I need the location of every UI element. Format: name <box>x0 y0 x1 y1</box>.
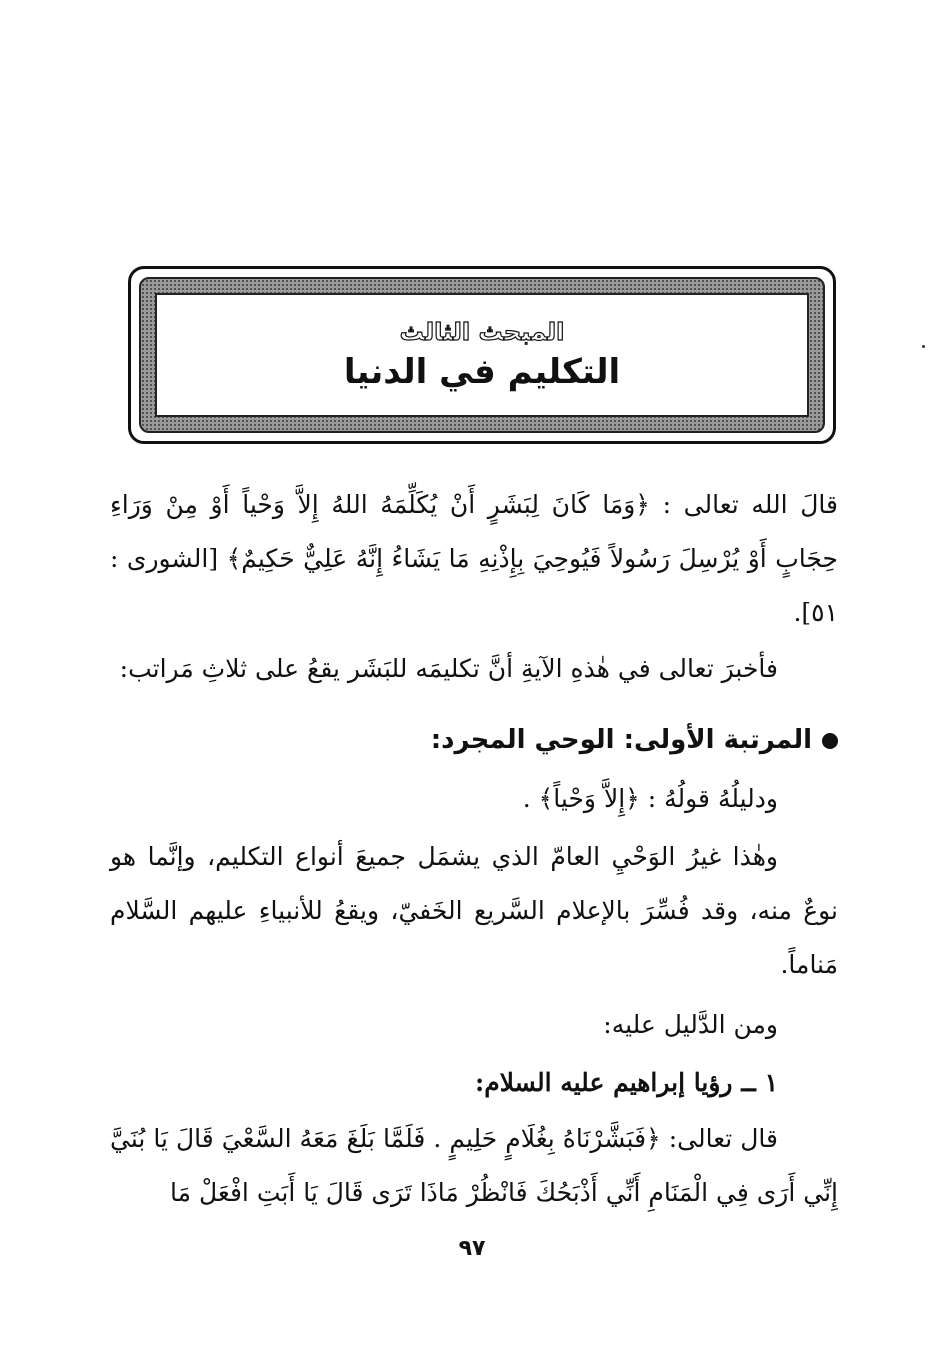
section-subtitle: المبحث الثالث <box>399 318 565 346</box>
evidence-intro: ومن الدَّليل عليه: <box>603 1010 778 1039</box>
verse-paragraph: قال تعالى: ﴿فَبَشَّرْنَاهُ بِغُلَامٍ حَلِيمٍ . فَلَمَّا بَلَغَ مَعَهُ السَّعْيَ قَالَ يَا بُنَيَّ إِنِّي أَرَى فِي الْمَنَامِ أَنِّي أَذْبَحُكَ فَانْظُرْ مَاذَا تَرَى قَالَ يَا أَبَتِ افْعَلْ مَا <box>110 1124 838 1207</box>
page-number: ٩٧ <box>458 1236 486 1261</box>
explanation-paragraph: وهٰذا غيرُ الوَحْيِ العامّ الذي يشمَل جميعَ أنواع التكليم، وإنَّما هو نوعٌ منه، وقد فُسِّرَ بالإعلام السَّريع الخَفيّ، ويقعُ للأنبياءِ عليهم السَّلام مَناماً. <box>110 842 838 979</box>
print-speck <box>922 345 925 348</box>
intro-paragraph: فأخبرَ تعالى في هٰذهِ الآيةِ أنَّ تكليمَه للبَشَر يقعُ على ثلاثِ مَراتب: <box>119 654 778 683</box>
heading-frame-pattern <box>139 277 825 433</box>
evidence-paragraph: ودليلُهُ قولُهُ : ﴿إِلاَّ وَحْياً﴾ . <box>522 784 778 813</box>
chapter-heading-frame <box>128 266 836 444</box>
heading-frame-content <box>155 293 809 417</box>
subheading-ibrahim: ١ ــ رؤيا إبراهيم عليه السلام: <box>475 1068 778 1097</box>
rank-heading-text: المرتبة الأولى: الوحي المجرد: <box>430 725 812 755</box>
bullet-icon <box>822 733 838 749</box>
quran-verse-paragraph: قالَ الله تعالى : ﴿وَمَا كَانَ لِبَشَرٍ أَنْ يُكَلِّمَهُ اللهُ إِلاَّ وَحْياً أَوْ مِنْ وَرَاءِ حِجَابٍ أَوْ يُرْسِلَ رَسُولاً فَيُوحِيَ بِإِذْنِهِ مَا يَشَاءُ إِنَّهُ عَلِيٌّ حَكِيمٌ﴾ [الشورى : ٥١]. <box>110 490 838 627</box>
rank-heading <box>110 716 838 764</box>
section-title: التكليم في الدنيا <box>343 352 621 392</box>
